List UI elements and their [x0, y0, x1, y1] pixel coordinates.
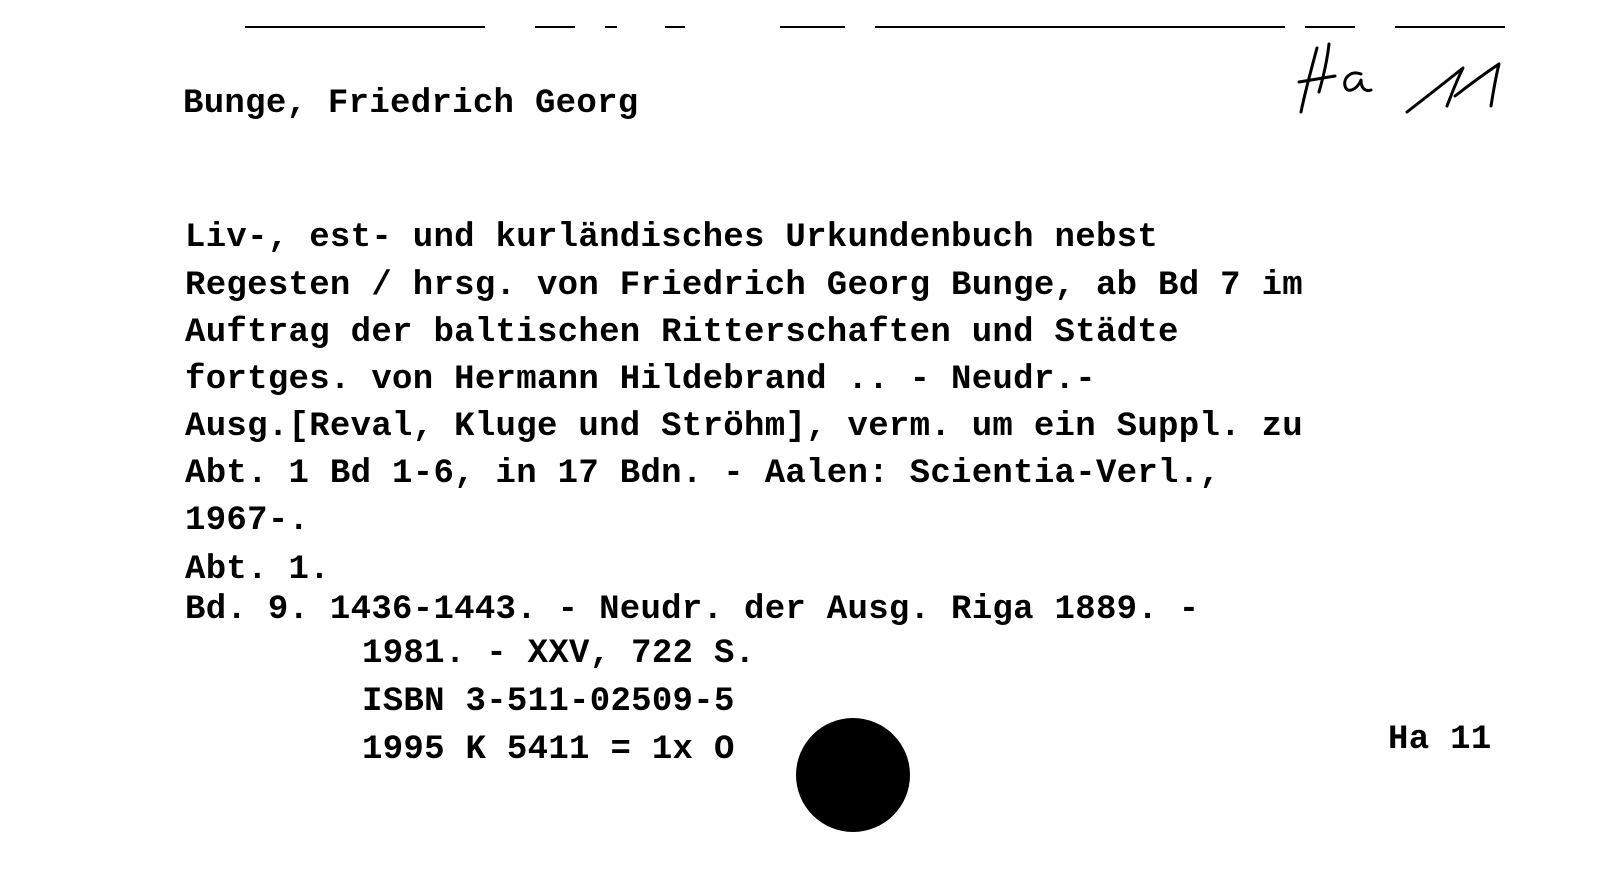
description-line: Regesten / hrsg. von Friedrich Georg Bunge, ab Bd 7 im [185, 267, 1303, 305]
handwritten-signature [1295, 40, 1515, 120]
isbn-line: ISBN 3-511-02509-5 [362, 683, 735, 721]
author-heading: Bunge, Friedrich Georg [183, 85, 639, 123]
volume-detail-line: 1981. - XXV, 722 S. [362, 635, 756, 673]
punch-hole [796, 718, 910, 832]
accession-line: 1995 K 5411 = 1x O [362, 731, 735, 769]
description-line: Liv-, est- und kurländisches Urkundenbuch nebst [185, 219, 1159, 257]
description-line: 1967-. [185, 502, 310, 540]
section-line: Abt. 1. [185, 551, 330, 589]
description-line: Ausg.[Reval, Kluge und Ströhm], verm. um ein Suppl. zu [185, 408, 1303, 446]
description-line: Auftrag der baltischen Ritterschaften und Städte [185, 314, 1179, 352]
volume-heading-line: Bd. 9. 1436-1443. - Neudr. der Ausg. Riga 1889. - [185, 591, 1200, 629]
shelfmark: Ha 11 [1388, 721, 1492, 759]
top-dashed-rule [245, 24, 1525, 30]
description-line: fortges. von Hermann Hildebrand .. - Neudr.- [185, 361, 1096, 399]
description-line: Abt. 1 Bd 1-6, in 17 Bdn. - Aalen: Scientia-Verl., [185, 455, 1221, 493]
